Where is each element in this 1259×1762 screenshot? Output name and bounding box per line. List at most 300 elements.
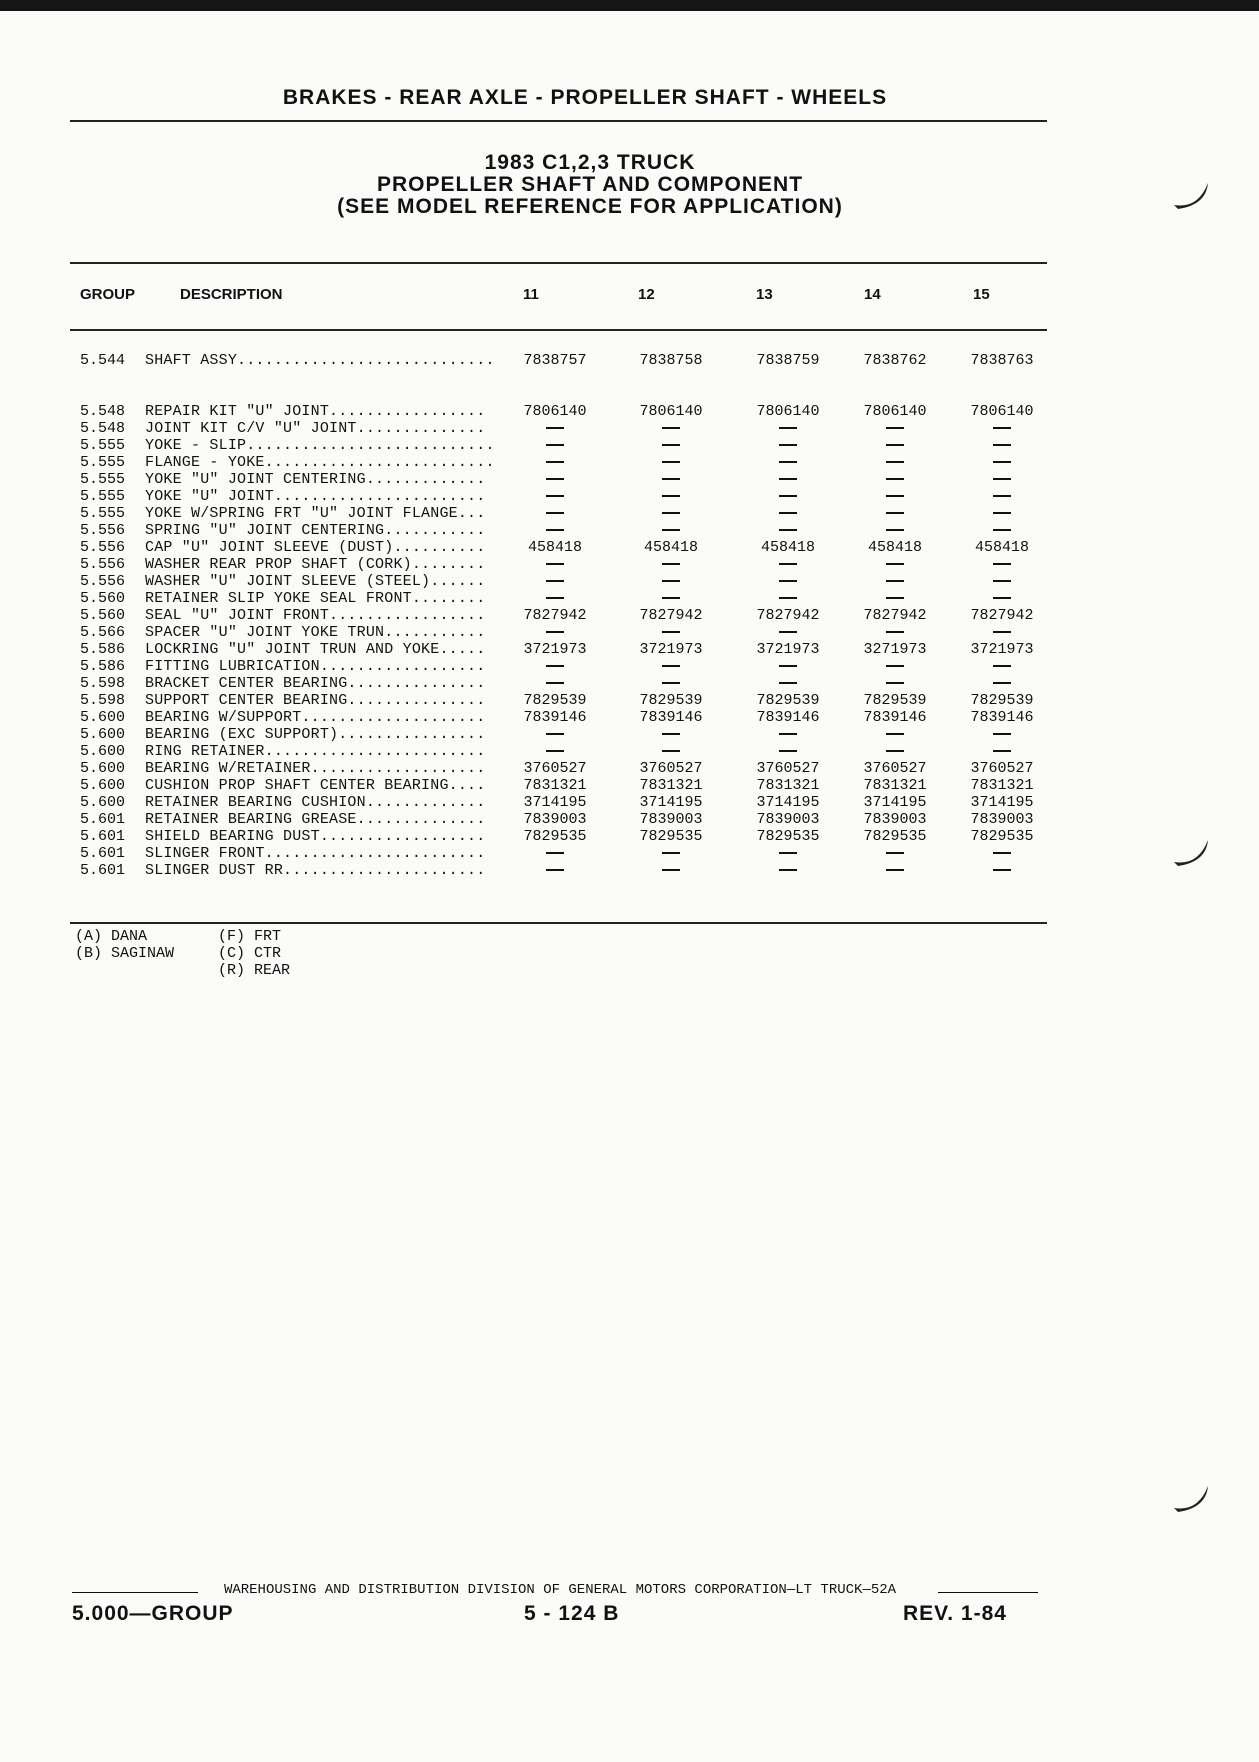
part-number-col-13 (733, 488, 843, 505)
not-applicable-dash (993, 563, 1011, 565)
table-row (80, 658, 1040, 675)
part-number-col-11 (500, 505, 610, 522)
row-group-code: 5.600 (80, 777, 126, 794)
part-number-col-15 (947, 556, 1057, 573)
table-row (80, 590, 1040, 607)
part-number-col-12 (616, 522, 726, 539)
part-number-col-15 (947, 743, 1057, 760)
binder-hole-mark-bottom (1170, 1478, 1212, 1520)
part-number-col-14: 7839003 (863, 811, 927, 828)
not-applicable-dash (886, 495, 904, 497)
not-applicable-dash (662, 563, 680, 565)
not-applicable-dash (993, 427, 1011, 429)
part-number-col-14 (840, 522, 950, 539)
not-applicable-dash (546, 478, 564, 480)
parts-table-body (80, 352, 1040, 879)
not-applicable-dash (993, 597, 1011, 599)
not-applicable-dash (779, 665, 797, 667)
not-applicable-dash (779, 733, 797, 735)
part-number-col-14: 7839146 (863, 709, 927, 726)
row-group-code: 5.556 (80, 573, 126, 590)
row-group-code: 5.560 (80, 607, 126, 624)
not-applicable-dash (662, 495, 680, 497)
not-applicable-dash (886, 529, 904, 531)
row-group-code: 5.548 (80, 403, 126, 420)
table-row (80, 607, 1040, 624)
table-row (80, 862, 1040, 879)
part-number-col-12 (616, 658, 726, 675)
table-row (80, 573, 1040, 590)
part-number-col-15: 7829539 (970, 692, 1034, 709)
part-number-col-15 (947, 573, 1057, 590)
part-number-col-14 (840, 437, 950, 454)
row-description: FITTING LUBRICATION.................. (145, 658, 486, 675)
part-number-col-12 (616, 573, 726, 590)
not-applicable-dash (546, 733, 564, 735)
part-number-col-13: 7839146 (756, 709, 820, 726)
section-title: BRAKES - REAR AXLE - PROPELLER SHAFT - WHEELS (282, 86, 888, 109)
row-group-code: 5.548 (80, 420, 126, 437)
row-description: CAP "U" JOINT SLEEVE (DUST).......... (145, 539, 486, 556)
part-number-col-12 (616, 471, 726, 488)
part-number-col-13: 7827942 (756, 607, 820, 624)
part-number-col-13: 7838759 (756, 352, 820, 369)
not-applicable-dash (546, 580, 564, 582)
part-number-col-14: 458418 (867, 539, 922, 556)
not-applicable-dash (546, 682, 564, 684)
not-applicable-dash (993, 580, 1011, 582)
part-number-col-13: 7829535 (756, 828, 820, 845)
table-row (80, 556, 1040, 573)
part-number-col-12 (616, 590, 726, 607)
footnote-r: (R) REAR (218, 962, 291, 979)
not-applicable-dash (779, 631, 797, 633)
part-number-col-12: 7829539 (639, 692, 703, 709)
part-number-col-11 (500, 556, 610, 573)
part-number-col-13: 3760527 (756, 760, 820, 777)
table-row (80, 522, 1040, 539)
part-number-col-13 (733, 471, 843, 488)
part-number-col-14 (840, 845, 950, 862)
part-number-col-13 (733, 522, 843, 539)
part-number-col-11: 7838757 (523, 352, 587, 369)
column-header-14: 14 (864, 286, 881, 303)
part-number-col-13 (733, 743, 843, 760)
row-group-code: 5.544 (80, 352, 126, 369)
not-applicable-dash (662, 461, 680, 463)
part-number-col-14 (840, 726, 950, 743)
not-applicable-dash (993, 665, 1011, 667)
part-number-col-15: 7839003 (970, 811, 1034, 828)
part-number-col-11: 7839003 (523, 811, 587, 828)
table-row (80, 794, 1040, 811)
part-number-col-11 (500, 624, 610, 641)
row-group-code: 5.555 (80, 454, 126, 471)
part-number-col-11: 3721973 (523, 641, 587, 658)
part-number-col-12 (616, 454, 726, 471)
part-number-col-11 (500, 726, 610, 743)
part-number-col-14 (840, 624, 950, 641)
not-applicable-dash (662, 869, 680, 871)
not-applicable-dash (662, 427, 680, 429)
part-number-col-15 (947, 675, 1057, 692)
not-applicable-dash (993, 852, 1011, 854)
column-header-13: 13 (756, 286, 773, 303)
row-group-code: 5.600 (80, 743, 126, 760)
not-applicable-dash (886, 631, 904, 633)
table-header-rule (70, 329, 1047, 331)
part-number-col-15 (947, 505, 1057, 522)
not-applicable-dash (546, 665, 564, 667)
part-number-col-15: 458418 (974, 539, 1029, 556)
part-number-col-13 (733, 420, 843, 437)
not-applicable-dash (546, 750, 564, 752)
part-number-col-13 (733, 505, 843, 522)
part-number-col-13 (733, 556, 843, 573)
part-number-col-12 (616, 437, 726, 454)
row-description: RETAINER SLIP YOKE SEAL FRONT........ (145, 590, 486, 607)
not-applicable-dash (779, 529, 797, 531)
row-group-code: 5.560 (80, 590, 126, 607)
not-applicable-dash (546, 852, 564, 854)
part-number-col-13 (733, 845, 843, 862)
not-applicable-dash (662, 597, 680, 599)
part-number-col-11 (500, 675, 610, 692)
row-description: SHAFT ASSY............................ (145, 352, 495, 369)
not-applicable-dash (993, 631, 1011, 633)
table-row (80, 726, 1040, 743)
part-number-col-13 (733, 437, 843, 454)
part-number-col-13 (733, 454, 843, 471)
not-applicable-dash (886, 461, 904, 463)
column-header-description: DESCRIPTION (180, 286, 283, 303)
part-number-col-15: 7829535 (970, 828, 1034, 845)
part-number-col-15: 7806140 (970, 403, 1034, 420)
part-number-col-13 (733, 658, 843, 675)
row-group-code: 5.556 (80, 556, 126, 573)
column-header-11: 11 (523, 286, 539, 303)
part-number-col-11 (500, 488, 610, 505)
part-number-col-12: 3721973 (639, 641, 703, 658)
part-number-col-12 (616, 488, 726, 505)
row-description: YOKE W/SPRING FRT "U" JOINT FLANGE... (145, 505, 486, 522)
part-number-col-14 (840, 675, 950, 692)
part-number-col-11: 7829535 (523, 828, 587, 845)
footnote-c: (C) CTR (218, 945, 282, 962)
part-number-col-15 (947, 488, 1057, 505)
part-number-col-11 (500, 471, 610, 488)
not-applicable-dash (779, 597, 797, 599)
part-number-col-14 (840, 471, 950, 488)
not-applicable-dash (662, 750, 680, 752)
footer-page-number: 5 - 124 B (524, 1602, 620, 1625)
row-group-code: 5.600 (80, 709, 126, 726)
not-applicable-dash (779, 563, 797, 565)
part-number-col-15: 7831321 (970, 777, 1034, 794)
row-description: FLANGE - YOKE......................... (145, 454, 495, 471)
table-row (80, 692, 1040, 709)
row-description: RING RETAINER........................ (145, 743, 486, 760)
part-number-col-12: 7827942 (639, 607, 703, 624)
not-applicable-dash (662, 665, 680, 667)
column-header-15: 15 (973, 286, 990, 303)
top-scan-border (0, 0, 1259, 11)
part-number-col-13 (733, 573, 843, 590)
row-group-code: 5.601 (80, 845, 126, 862)
part-number-col-12: 458418 (643, 539, 698, 556)
not-applicable-dash (886, 869, 904, 871)
not-applicable-dash (779, 869, 797, 871)
part-number-col-14 (840, 658, 950, 675)
part-number-col-14 (840, 454, 950, 471)
part-number-col-12: 7829535 (639, 828, 703, 845)
table-row (80, 403, 1040, 420)
table-row (80, 641, 1040, 658)
part-number-col-12: 3714195 (639, 794, 703, 811)
row-description: SEAL "U" JOINT FRONT................. (145, 607, 486, 624)
part-number-col-11 (500, 743, 610, 760)
row-description: SHIELD BEARING DUST.................. (145, 828, 486, 845)
footnote-f: (F) FRT (218, 928, 282, 945)
part-number-col-12: 7806140 (639, 403, 703, 420)
table-row (80, 760, 1040, 777)
not-applicable-dash (886, 478, 904, 480)
row-description: RETAINER BEARING CUSHION............. (145, 794, 486, 811)
part-number-col-15: 7838763 (970, 352, 1034, 369)
row-group-code: 5.598 (80, 692, 126, 709)
row-group-code: 5.600 (80, 726, 126, 743)
row-group-code: 5.555 (80, 437, 126, 454)
row-description: SPACER "U" JOINT YOKE TRUN........... (145, 624, 486, 641)
part-number-col-11 (500, 573, 610, 590)
row-description: REPAIR KIT "U" JOINT................. (145, 403, 486, 420)
part-number-col-15 (947, 454, 1057, 471)
table-row (80, 828, 1040, 845)
part-number-col-13 (733, 862, 843, 879)
row-group-code: 5.586 (80, 641, 126, 658)
part-number-col-12: 7831321 (639, 777, 703, 794)
table-row (80, 675, 1040, 692)
table-bottom-rule (70, 922, 1047, 924)
row-group-code: 5.601 (80, 811, 126, 828)
part-number-col-13: 7829539 (756, 692, 820, 709)
table-top-rule (70, 262, 1047, 264)
not-applicable-dash (886, 563, 904, 565)
row-group-code: 5.566 (80, 624, 126, 641)
not-applicable-dash (886, 852, 904, 854)
header-rule (70, 120, 1047, 122)
part-number-col-14: 3714195 (863, 794, 927, 811)
part-number-col-15 (947, 420, 1057, 437)
part-number-col-13: 3714195 (756, 794, 820, 811)
not-applicable-dash (662, 444, 680, 446)
row-description: SLINGER FRONT........................ (145, 845, 486, 862)
part-number-col-14: 7806140 (863, 403, 927, 420)
not-applicable-dash (886, 597, 904, 599)
part-number-col-14 (840, 862, 950, 879)
not-applicable-dash (662, 529, 680, 531)
row-description: JOINT KIT C/V "U" JOINT.............. (145, 420, 486, 437)
not-applicable-dash (779, 580, 797, 582)
part-number-col-14: 7827942 (863, 607, 927, 624)
table-row (80, 539, 1040, 556)
column-header-12: 12 (638, 286, 655, 303)
part-number-col-13: 458418 (760, 539, 815, 556)
table-row (80, 420, 1040, 437)
row-description: SUPPORT CENTER BEARING............... (145, 692, 486, 709)
row-group-code: 5.601 (80, 828, 126, 845)
part-number-col-14 (840, 573, 950, 590)
part-number-col-15: 3760527 (970, 760, 1034, 777)
part-number-col-11: 3760527 (523, 760, 587, 777)
table-row (80, 437, 1040, 454)
part-number-col-14 (840, 556, 950, 573)
part-number-col-11: 7806140 (523, 403, 587, 420)
not-applicable-dash (993, 750, 1011, 752)
row-description: WASHER "U" JOINT SLEEVE (STEEL)...... (145, 573, 486, 590)
not-applicable-dash (546, 461, 564, 463)
binder-hole-mark-top (1170, 175, 1212, 217)
not-applicable-dash (993, 869, 1011, 871)
title-line-1: 1983 C1,2,3 TRUCK (484, 151, 696, 174)
not-applicable-dash (546, 529, 564, 531)
not-applicable-dash (993, 512, 1011, 514)
footer-group: 5.000—GROUP (72, 1602, 234, 1625)
part-number-col-13: 7831321 (756, 777, 820, 794)
not-applicable-dash (546, 869, 564, 871)
part-number-col-15 (947, 522, 1057, 539)
part-number-col-12 (616, 743, 726, 760)
part-number-col-11: 458418 (527, 539, 582, 556)
not-applicable-dash (662, 631, 680, 633)
part-number-col-11 (500, 454, 610, 471)
not-applicable-dash (546, 512, 564, 514)
part-number-col-14: 3760527 (863, 760, 927, 777)
part-number-col-15: 3721973 (970, 641, 1034, 658)
not-applicable-dash (886, 580, 904, 582)
part-number-col-14: 7838762 (863, 352, 927, 369)
not-applicable-dash (993, 478, 1011, 480)
part-number-col-11: 7827942 (523, 607, 587, 624)
not-applicable-dash (886, 665, 904, 667)
footer-revision: REV. 1-84 (903, 1602, 1007, 1625)
row-description: BEARING W/RETAINER................... (145, 760, 486, 777)
part-number-col-11 (500, 658, 610, 675)
part-number-col-12 (616, 675, 726, 692)
part-number-col-14 (840, 590, 950, 607)
row-description: WASHER REAR PROP SHAFT (CORK)........ (145, 556, 486, 573)
not-applicable-dash (662, 512, 680, 514)
not-applicable-dash (779, 478, 797, 480)
part-number-col-12: 3760527 (639, 760, 703, 777)
part-number-col-11: 7831321 (523, 777, 587, 794)
not-applicable-dash (779, 427, 797, 429)
part-number-col-11 (500, 420, 610, 437)
not-applicable-dash (886, 750, 904, 752)
part-number-col-12 (616, 862, 726, 879)
footnote-b: (B) SAGINAW (75, 945, 175, 962)
part-number-col-12 (616, 726, 726, 743)
part-number-col-12 (616, 420, 726, 437)
not-applicable-dash (546, 597, 564, 599)
row-group-code: 5.586 (80, 658, 126, 675)
not-applicable-dash (779, 682, 797, 684)
part-number-col-13 (733, 590, 843, 607)
table-row (80, 454, 1040, 471)
table-row (80, 845, 1040, 862)
part-number-col-14: 3271973 (863, 641, 927, 658)
footer-division-line: WAREHOUSING AND DISTRIBUTION DIVISION OF GENERAL MOTORS CORPORATION—LT TRUCK—52A (223, 1582, 897, 1598)
row-description: BEARING W/SUPPORT.................... (145, 709, 486, 726)
part-number-col-15 (947, 726, 1057, 743)
part-number-col-12 (616, 845, 726, 862)
row-group-code: 5.601 (80, 862, 126, 879)
table-row (80, 743, 1040, 760)
not-applicable-dash (779, 495, 797, 497)
part-number-col-13 (733, 624, 843, 641)
part-number-col-11: 7839146 (523, 709, 587, 726)
not-applicable-dash (779, 512, 797, 514)
part-number-col-14: 7829539 (863, 692, 927, 709)
not-applicable-dash (546, 444, 564, 446)
row-group-code: 5.600 (80, 794, 126, 811)
part-number-col-13 (733, 726, 843, 743)
part-number-col-15: 3714195 (970, 794, 1034, 811)
not-applicable-dash (779, 461, 797, 463)
part-number-col-11 (500, 862, 610, 879)
part-number-col-11 (500, 590, 610, 607)
row-group-code: 5.555 (80, 488, 126, 505)
row-description: BEARING (EXC SUPPORT)................ (145, 726, 486, 743)
part-number-col-14: 7831321 (863, 777, 927, 794)
part-number-col-14 (840, 488, 950, 505)
part-number-col-13: 7839003 (756, 811, 820, 828)
part-number-col-15 (947, 590, 1057, 607)
part-number-col-13 (733, 675, 843, 692)
not-applicable-dash (546, 495, 564, 497)
not-applicable-dash (993, 444, 1011, 446)
not-applicable-dash (662, 580, 680, 582)
title-line-2: PROPELLER SHAFT AND COMPONENT (376, 173, 804, 196)
part-number-col-15 (947, 471, 1057, 488)
table-row (80, 471, 1040, 488)
row-description: YOKE "U" JOINT....................... (145, 488, 486, 505)
table-row (80, 709, 1040, 726)
part-number-col-12 (616, 624, 726, 641)
table-row (80, 352, 1040, 369)
part-number-col-12: 7839146 (639, 709, 703, 726)
table-row (80, 777, 1040, 794)
part-number-col-15 (947, 624, 1057, 641)
row-description: BRACKET CENTER BEARING............... (145, 675, 486, 692)
part-number-col-15 (947, 437, 1057, 454)
not-applicable-dash (546, 427, 564, 429)
not-applicable-dash (662, 852, 680, 854)
row-group-code: 5.556 (80, 539, 126, 556)
part-number-col-11 (500, 437, 610, 454)
row-description: RETAINER BEARING GREASE.............. (145, 811, 486, 828)
part-number-col-13: 7806140 (756, 403, 820, 420)
not-applicable-dash (546, 563, 564, 565)
row-description: SLINGER DUST RR...................... (145, 862, 486, 879)
row-group-code: 5.600 (80, 760, 126, 777)
not-applicable-dash (779, 750, 797, 752)
row-group-code: 5.555 (80, 471, 126, 488)
part-number-col-11 (500, 845, 610, 862)
not-applicable-dash (993, 529, 1011, 531)
part-number-col-14: 7829535 (863, 828, 927, 845)
not-applicable-dash (779, 852, 797, 854)
